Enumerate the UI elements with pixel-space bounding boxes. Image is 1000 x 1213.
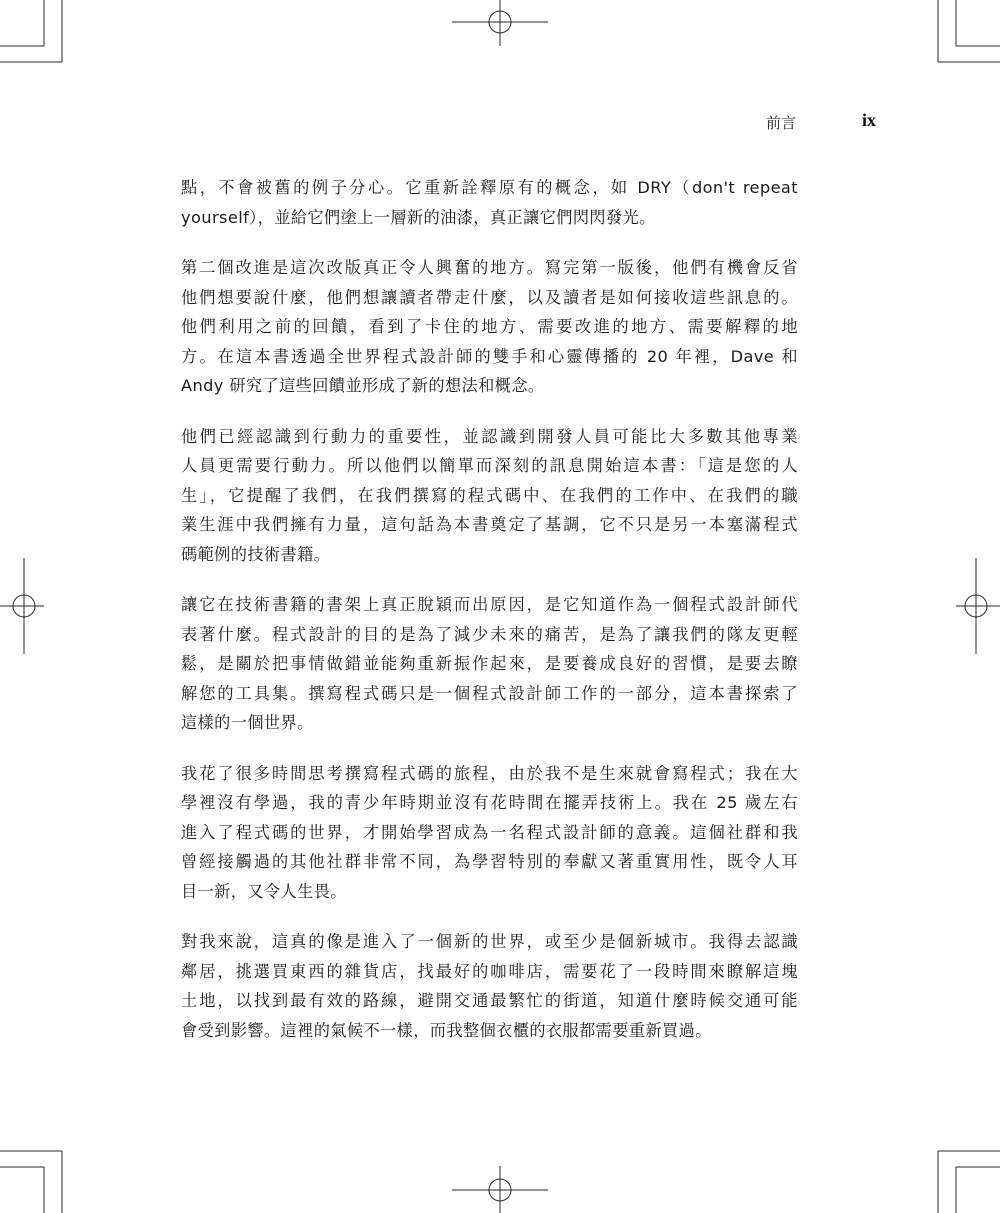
text-line: 方。在這本書透過全世界程式設計師的雙手和心靈傳播的 20 年裡，Dave 和 [181,346,798,366]
body-text [181,173,798,1066]
registration-mark-top [452,0,548,46]
text-line: 表著什麼。程式設計的目的是為了減少未來的痛苦，是為了讓我們的隊友更輕 [181,624,798,644]
text-line: 這樣的一個世界。 [181,713,314,732]
text-line: 鬆，是關於把事情做錯並能夠重新振作起來，是要養成良好的習慣，是要去瞭 [181,654,798,673]
text-line: 讓它在技術書籍的書架上真正脫穎而出原因，是它知道作為一個程式設計師代 [181,595,798,614]
paragraph [181,759,798,907]
page-number: ix [861,110,876,130]
text-line: 土地，以找到最有效的路線，避開交通最繁忙的街道，知道什麼時候交通可能 [181,991,798,1010]
registration-mark-bottom [452,1166,548,1213]
paragraph [181,422,798,570]
text-line: 進入了程式碼的世界，才開始學習成為一名程式設計師的意義。這個社群和我 [181,822,798,842]
text-line: 解您的工具集。撰寫程式碼只是一個程式設計師工作的一部分，這本書探索了 [181,683,798,703]
paragraph [181,927,798,1045]
text-line: 業生涯中我們擁有力量，這句話為本書奠定了基調，它不只是另一本塞滿程式 [181,515,798,534]
text-line: 鄰居，挑選買東西的雜貨店，找最好的咖啡店，需要花了一段時間來瞭解這塊 [181,961,798,981]
crop-mark-top-right [938,0,1000,62]
paragraph [181,253,798,401]
text-line: 第二個改進是這次改版真正令人興奮的地方。寫完第一版後，他們有機會反省 [181,258,798,277]
text-line: yourself），並給它們塗上一層新的油漆，真正讓它們閃閃發光。 [181,207,656,227]
crop-mark-bottom-right [938,1151,1000,1213]
text-line: 人員更需要行動力。所以他們以簡單而深刻的訊息開始這本書：「這是您的人 [181,456,798,475]
text-line: 對我來說，這真的像是進入了一個新的世界，或至少是個新城市。我得去認識 [181,932,798,951]
text-line: 曾經接觸過的其他社群非常不同，為學習特別的奉獻又著重實用性，既令人耳 [181,852,798,871]
text-line: 生」，它提醒了我們，在我們撰寫的程式碼中、在我們的工作中、在我們的職 [181,485,798,505]
text-line: 目一新，又令人生畏。 [181,881,347,901]
text-line: 學裡沒有學過，我的青少年時期並沒有花時間在擺弄技術上。我在 25 歲左右 [181,793,798,812]
text-line: 點，不會被舊的例子分心。它重新詮釋原有的概念，如 DRY（don't repeat [181,178,798,197]
text-line: 我花了很多時間思考撰寫程式碼的旅程，由於我不是生來就會寫程式；我在大 [181,763,798,783]
crop-mark-bottom-left [0,1151,62,1213]
text-line: 會受到影響。這裡的氣候不一樣，而我整個衣櫃的衣服都需要重新買過。 [181,1020,712,1040]
text-line: 他們想要說什麼，他們想讓讀者帶走什麼，以及讀者是如何接收這些訊息的。 [181,287,798,307]
registration-mark-right [956,558,1000,654]
text-line: Andy 研究了這些回饋並形成了新的想法和概念。 [181,376,545,395]
registration-mark-left [0,558,44,654]
text-line: 碼範例的技術書籍。 [181,544,331,564]
crop-mark-top-left [0,0,62,62]
text-line: 他們已經認識到行動力的重要性，並認識到開發人員可能比大多數其他專業 [181,426,798,446]
running-title: 前言 [766,114,797,132]
text-line: 他們利用之前的回饋，看到了卡住的地方、需要改進的地方、需要解釋的地 [181,317,798,336]
running-head [700,110,876,134]
paragraph [181,590,798,738]
paragraph [181,173,798,232]
